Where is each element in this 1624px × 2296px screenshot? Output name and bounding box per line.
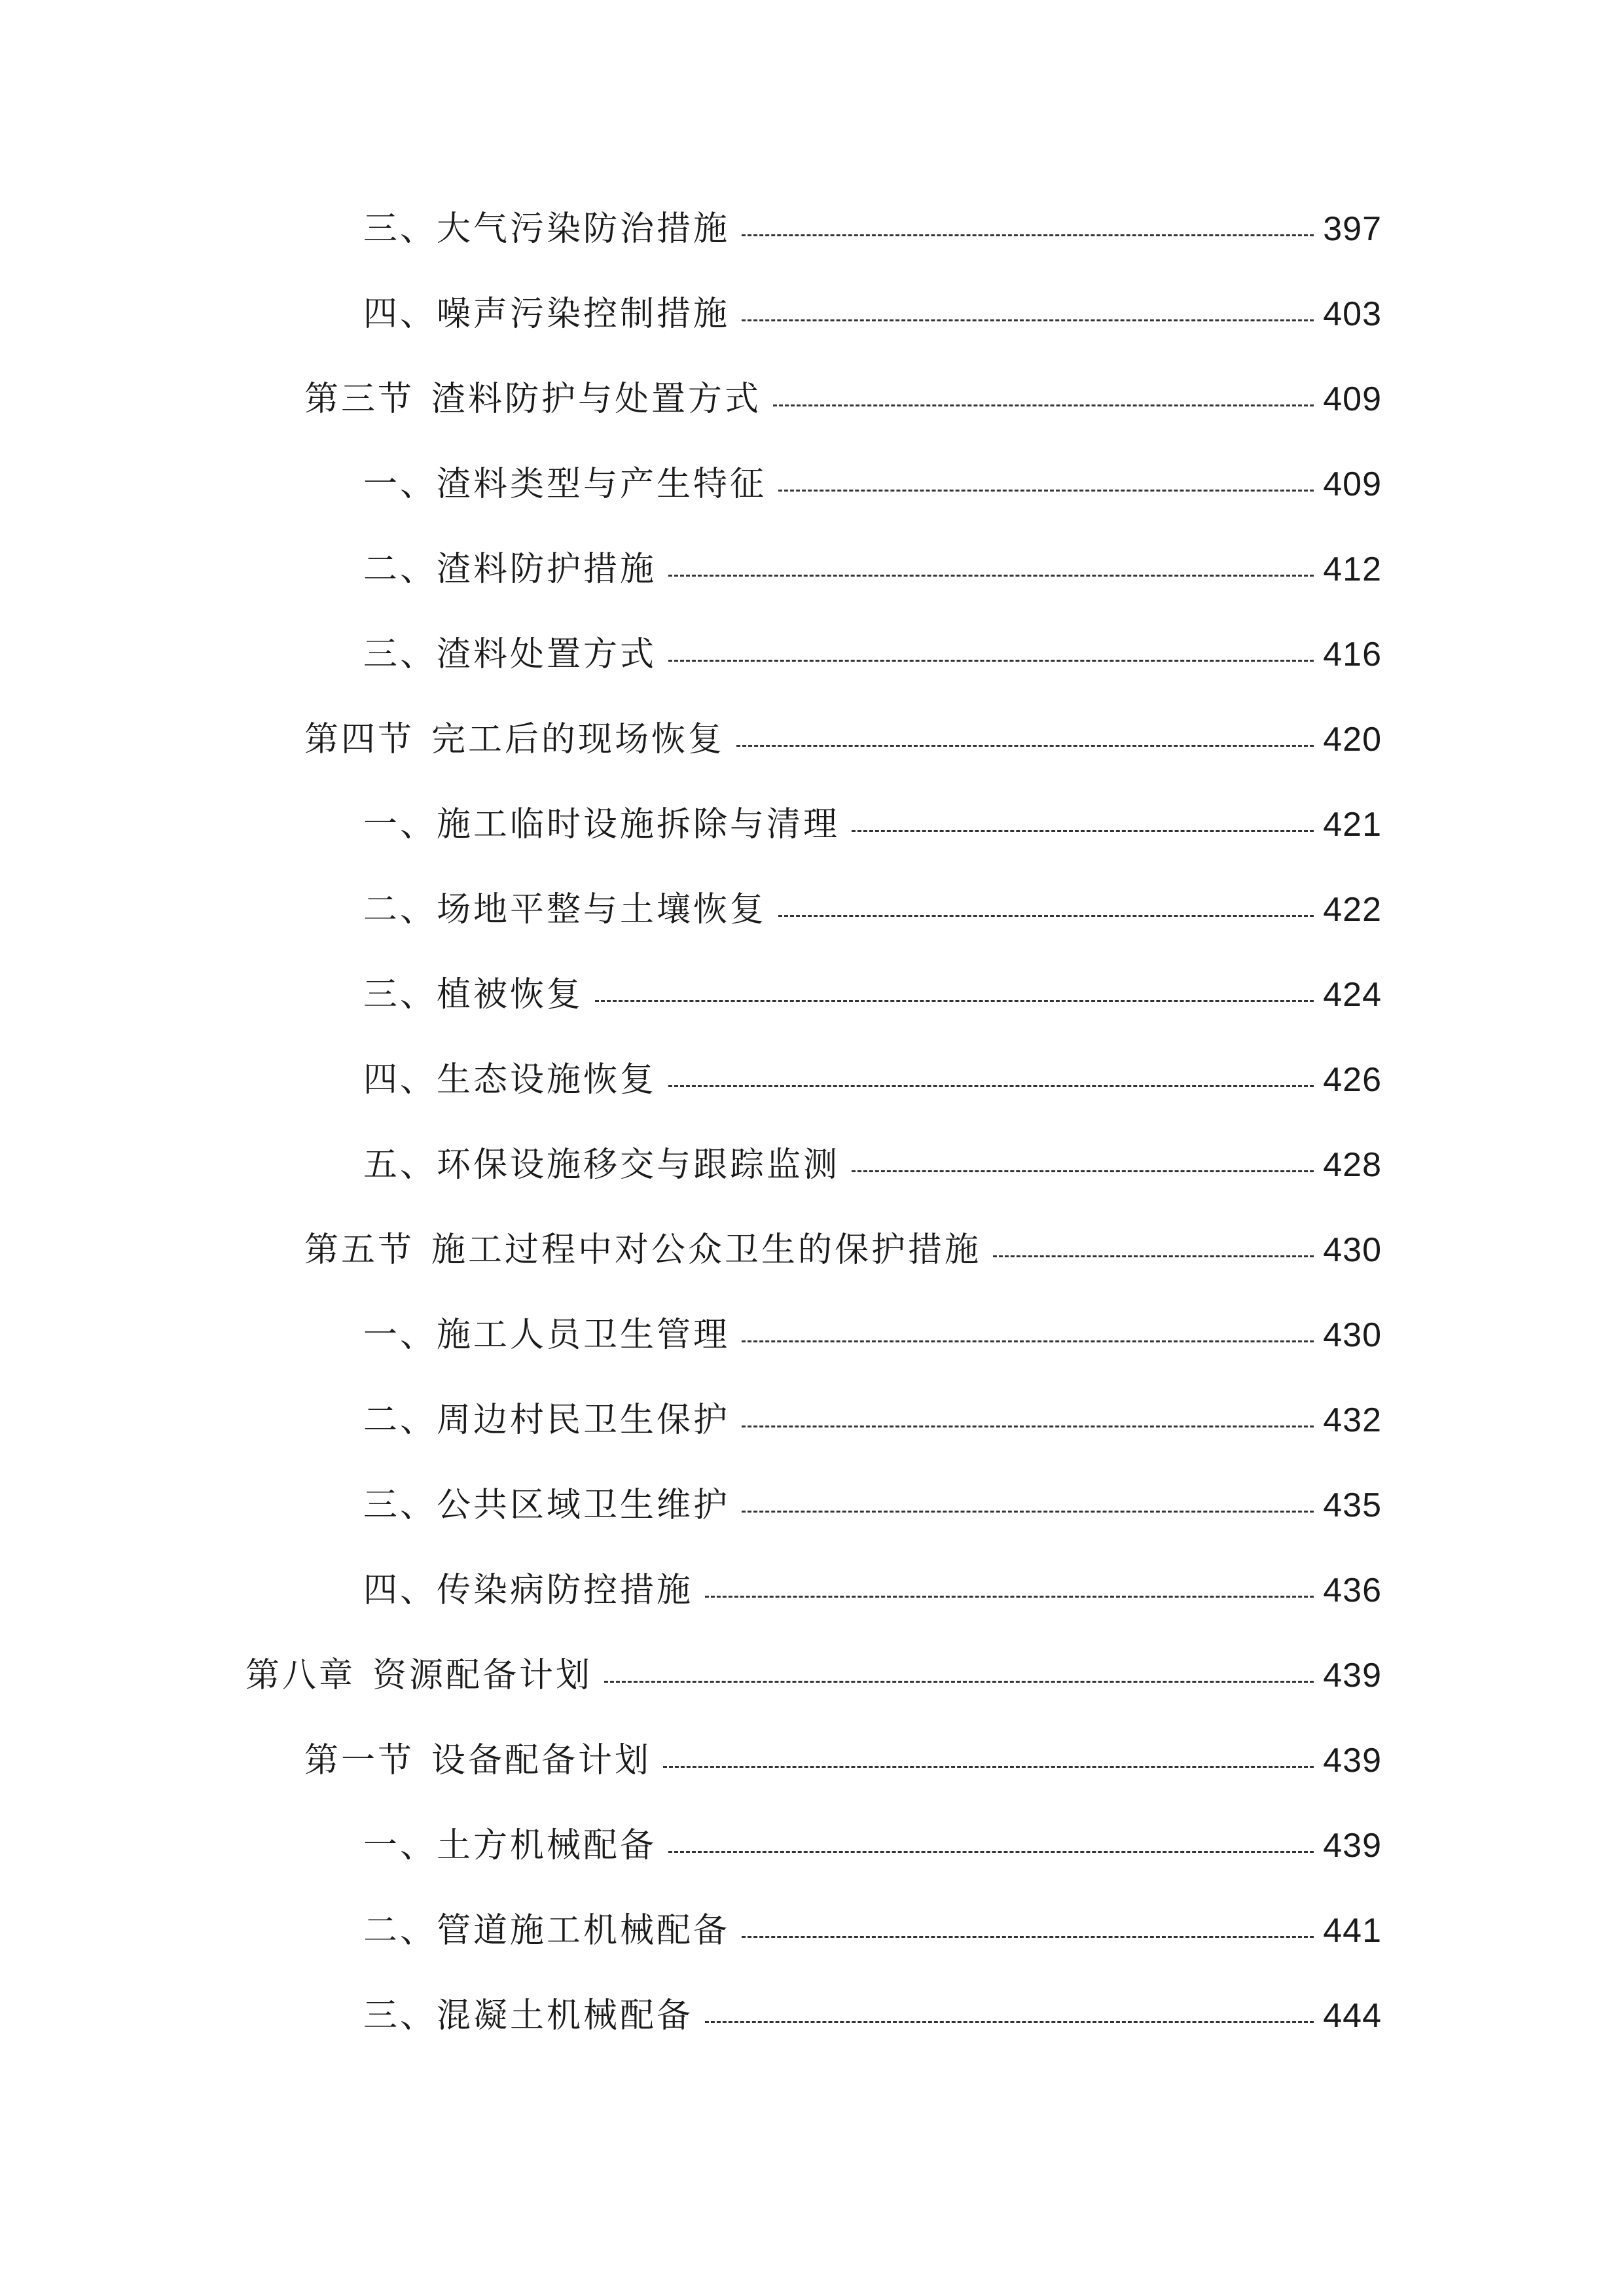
dot-leader <box>668 1813 1314 1878</box>
toc-entry-title <box>363 537 657 602</box>
dot-leader <box>595 962 1314 1028</box>
toc-entry-number: 第八章 <box>245 1656 356 1695</box>
toc-entry-number: 三、 <box>363 975 437 1014</box>
toc-entry-number: 第四节 <box>304 720 415 759</box>
toc-entry[interactable] <box>363 452 1382 517</box>
toc-entry-title <box>363 1302 730 1368</box>
toc-page-number: 409 <box>1323 465 1382 503</box>
toc-entry-title <box>363 622 657 687</box>
toc-entry[interactable] <box>363 1047 1382 1113</box>
toc-entry-text: 植被恢复 <box>437 975 584 1014</box>
toc-entry-text: 完工后的现场恢复 <box>431 720 725 759</box>
toc-page-number: 424 <box>1323 976 1382 1014</box>
toc-page-number: 421 <box>1323 806 1382 844</box>
toc-page-number: 439 <box>1323 1827 1382 1865</box>
dot-leader <box>742 196 1314 262</box>
toc-entry-text: 场地平整与土壤恢复 <box>437 890 767 929</box>
toc-entry-title <box>363 962 583 1028</box>
toc-page-number: 430 <box>1323 1316 1382 1354</box>
toc-page-number: 420 <box>1323 721 1382 759</box>
toc-entry[interactable] <box>363 1813 1382 1878</box>
toc-page-number: 441 <box>1323 1912 1382 1950</box>
dot-leader <box>736 707 1314 772</box>
toc-entry[interactable] <box>363 1558 1382 1623</box>
toc-entry-title <box>363 1983 693 2049</box>
table-of-contents <box>0 196 1624 2094</box>
dot-leader <box>668 622 1314 687</box>
toc-entry-title <box>304 707 725 772</box>
toc-entry-text: 混凝土机械配备 <box>437 1996 694 2036</box>
toc-entry-number: 一、 <box>363 465 437 504</box>
toc-entry-title <box>363 1132 840 1198</box>
toc-entry[interactable] <box>304 707 1382 772</box>
dot-leader <box>742 1302 1314 1368</box>
toc-entry-number: 第一节 <box>304 1741 415 1780</box>
dot-leader <box>742 281 1314 347</box>
toc-page-number: 403 <box>1323 295 1382 333</box>
dot-leader <box>993 1217 1314 1283</box>
toc-entry-number: 三、 <box>363 635 437 674</box>
dot-leader <box>663 1728 1314 1793</box>
toc-entry-text: 施工过程中对公众卫生的保护措施 <box>431 1230 982 1270</box>
toc-entry-text: 公共区域卫生维护 <box>437 1486 731 1525</box>
toc-entry-title <box>363 1388 730 1453</box>
toc-entry-number: 三、 <box>363 1486 437 1525</box>
toc-entry[interactable] <box>304 367 1382 432</box>
toc-entry-title <box>363 877 767 942</box>
toc-page-number: 444 <box>1323 1997 1382 2035</box>
toc-entry[interactable] <box>363 1473 1382 1538</box>
dot-leader <box>852 792 1314 857</box>
toc-entry[interactable] <box>304 1728 1382 1793</box>
toc-page-number: 397 <box>1323 210 1382 248</box>
toc-entry-title <box>363 281 730 347</box>
toc-entry-text: 大气污染防治措施 <box>437 209 731 249</box>
dot-leader <box>742 1473 1314 1538</box>
dot-leader <box>742 1388 1314 1453</box>
toc-entry-number: 三、 <box>363 209 437 249</box>
toc-entry-text: 生态设施恢复 <box>437 1060 657 1100</box>
toc-entry[interactable] <box>363 196 1382 262</box>
toc-entry-number: 四、 <box>363 295 437 334</box>
toc-entry-title <box>245 1643 592 1708</box>
dot-leader <box>778 877 1314 942</box>
toc-page-number: 412 <box>1323 550 1382 588</box>
toc-entry-number: 一、 <box>363 805 437 844</box>
toc-page-number: 436 <box>1323 1571 1382 1609</box>
dot-leader <box>668 537 1314 602</box>
toc-page-number: 430 <box>1323 1231 1382 1269</box>
toc-entry-title <box>363 452 767 517</box>
toc-page-number: 426 <box>1323 1061 1382 1099</box>
toc-page-number: 435 <box>1323 1486 1382 1524</box>
toc-entry-text: 施工人员卫生管理 <box>437 1316 731 1355</box>
toc-entry-text: 土方机械配备 <box>437 1826 657 1865</box>
dot-leader <box>604 1643 1314 1708</box>
toc-page-number: 422 <box>1323 891 1382 929</box>
toc-page-number: 439 <box>1323 1657 1382 1695</box>
toc-entry-title <box>363 196 730 262</box>
toc-entry-number: 二、 <box>363 550 437 589</box>
toc-entry-title <box>363 1898 730 1964</box>
toc-entry-title <box>363 1473 730 1538</box>
toc-entry-title <box>304 1728 651 1793</box>
toc-entry-title <box>363 792 840 857</box>
toc-page-number: 439 <box>1323 1742 1382 1780</box>
toc-entry-text: 渣料防护措施 <box>437 550 657 589</box>
toc-entry-text: 渣料类型与产生特征 <box>437 465 767 504</box>
toc-entry-title <box>304 367 761 432</box>
toc-entry-number: 四、 <box>363 1571 437 1610</box>
dot-leader <box>668 1047 1314 1113</box>
toc-entry-number: 二、 <box>363 1401 437 1440</box>
toc-entry-number: 第五节 <box>304 1230 415 1270</box>
dot-leader <box>852 1132 1314 1198</box>
toc-entry-number: 五、 <box>363 1145 437 1185</box>
toc-entry[interactable] <box>363 1898 1382 1964</box>
toc-entry[interactable] <box>363 792 1382 857</box>
toc-entry-text: 环保设施移交与跟踪监测 <box>437 1145 840 1185</box>
toc-entry-text: 施工临时设施拆除与清理 <box>437 805 840 844</box>
toc-entry-text: 传染病防控措施 <box>437 1571 694 1610</box>
dot-leader <box>742 1898 1314 1964</box>
dot-leader <box>705 1983 1314 2049</box>
toc-entry-title <box>363 1558 693 1623</box>
dot-leader <box>705 1558 1314 1623</box>
toc-page-number: 416 <box>1323 636 1382 673</box>
toc-entry[interactable] <box>363 537 1382 602</box>
toc-entry-text: 周边村民卫生保护 <box>437 1401 731 1440</box>
toc-entry[interactable] <box>363 1388 1382 1453</box>
dot-leader <box>778 452 1314 517</box>
toc-entry-text: 渣料防护与处置方式 <box>431 380 762 419</box>
toc-entry-text: 噪声污染控制措施 <box>437 295 731 334</box>
toc-entry[interactable] <box>363 1983 1382 2049</box>
toc-entry-number: 三、 <box>363 1996 437 2036</box>
toc-entry-text: 渣料处置方式 <box>437 635 657 674</box>
toc-entry[interactable] <box>363 877 1382 942</box>
toc-entry[interactable] <box>304 1217 1382 1283</box>
toc-entry-title <box>363 1047 657 1113</box>
toc-entry[interactable] <box>363 1302 1382 1368</box>
toc-page-number: 428 <box>1323 1146 1382 1184</box>
toc-entry-text: 资源配备计划 <box>372 1656 593 1695</box>
toc-entry-title <box>304 1217 981 1283</box>
toc-entry[interactable] <box>363 1132 1382 1198</box>
toc-entry[interactable] <box>363 962 1382 1028</box>
toc-entry-number: 二、 <box>363 1911 437 1950</box>
toc-page-number: 432 <box>1323 1401 1382 1439</box>
toc-entry-number: 一、 <box>363 1826 437 1865</box>
dot-leader <box>773 367 1314 432</box>
toc-entry[interactable] <box>363 281 1382 347</box>
toc-entry-title <box>363 1813 657 1878</box>
toc-entry-number: 四、 <box>363 1060 437 1100</box>
toc-entry[interactable] <box>363 622 1382 687</box>
toc-entry-number: 二、 <box>363 890 437 929</box>
toc-entry[interactable] <box>245 1643 1382 1708</box>
toc-entry-number: 第三节 <box>304 380 415 419</box>
toc-page-number: 409 <box>1323 380 1382 418</box>
toc-entry-number: 一、 <box>363 1316 437 1355</box>
toc-entry-text: 管道施工机械配备 <box>437 1911 731 1950</box>
toc-entry-text: 设备配备计划 <box>431 1741 652 1780</box>
